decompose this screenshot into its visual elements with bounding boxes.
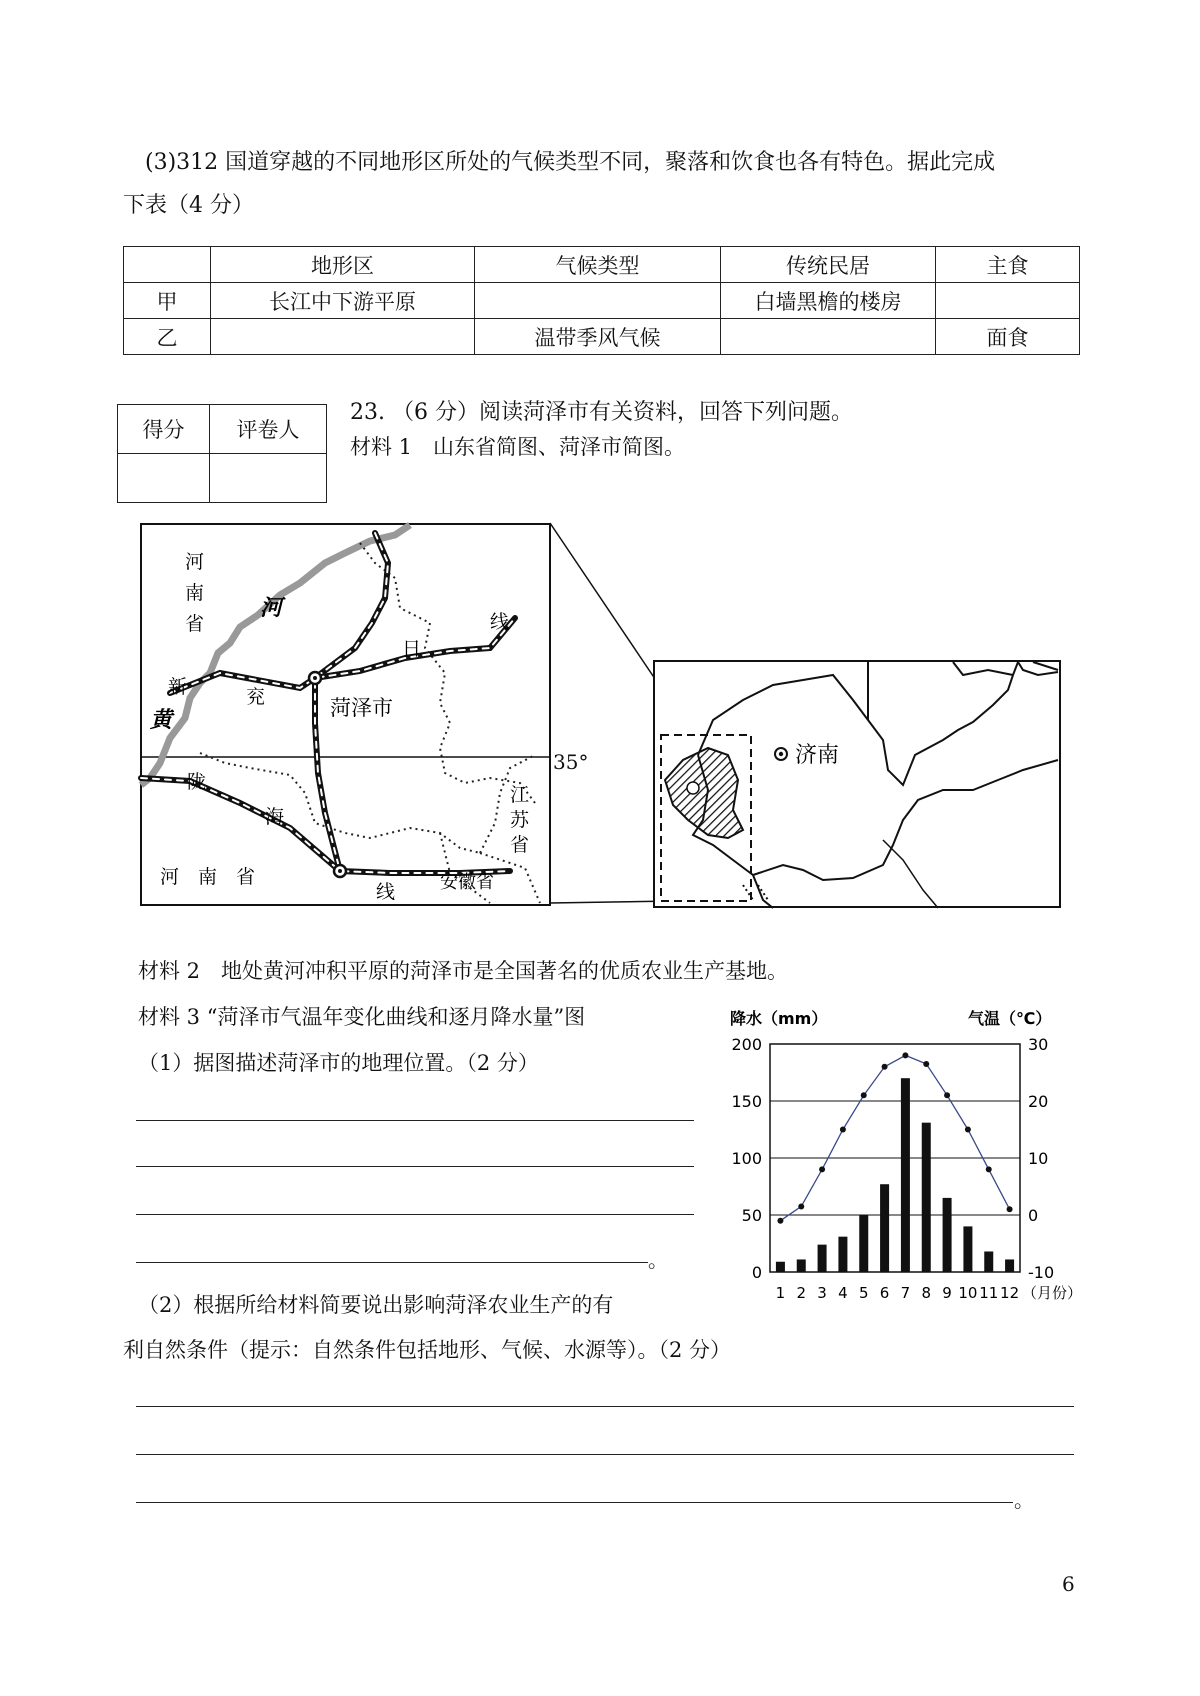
page-number: 6: [1062, 1572, 1075, 1596]
temperature-point: [1007, 1206, 1013, 1212]
answer-line[interactable]: [136, 1406, 1074, 1407]
label-river-huang: 黄: [150, 707, 173, 733]
q3-line2: 下表（4 分）: [123, 193, 254, 218]
precip-bar: [922, 1123, 931, 1272]
table-header: [124, 247, 211, 283]
table-header: 主食: [936, 247, 1080, 283]
y-tick-left: 50: [741, 1206, 762, 1225]
x-tick-label: 4: [838, 1284, 848, 1302]
latitude-label: 35°: [553, 750, 589, 774]
table-cell: 温带季风气候: [475, 319, 721, 355]
y-tick-right: 10: [1028, 1149, 1049, 1168]
label-jiangsu: 江苏省: [510, 784, 530, 856]
y-axis-left-label: 降水（mm）: [730, 1009, 828, 1028]
temperature-point: [777, 1218, 783, 1224]
grader-input[interactable]: [210, 454, 327, 503]
label-xian2: 线: [376, 881, 396, 903]
precip-bar: [963, 1226, 972, 1272]
table-row: [124, 283, 1080, 319]
label-hai: 海: [265, 806, 285, 828]
heze-map: [140, 523, 551, 906]
y-tick-left: 200: [731, 1035, 762, 1054]
precip-bar: [943, 1198, 952, 1272]
temperature-point: [944, 1092, 950, 1098]
answer-line[interactable]: [136, 1166, 694, 1167]
label-ri: 日: [402, 638, 422, 660]
table-cell[interactable]: [475, 283, 721, 319]
climate-table: [123, 246, 1080, 355]
sub-question-2-line2: 利自然条件（提示：自然条件包括地形、气候、水源等）。（2 分）: [123, 1338, 732, 1362]
y-tick-right: 30: [1028, 1035, 1049, 1054]
table-row: [124, 319, 1080, 355]
q23-intro: 23. （6 分）阅读菏泽市有关资料，回答下列问题。: [350, 400, 853, 425]
answer-line[interactable]: [136, 1502, 1013, 1503]
period: 。: [1014, 1488, 1034, 1512]
y-tick-left: 0: [751, 1263, 762, 1282]
table-cell: 白墙黑檐的楼房: [721, 283, 936, 319]
x-tick-label: 7: [900, 1284, 911, 1302]
table-cell[interactable]: [721, 319, 936, 355]
x-tick-label: 9: [942, 1284, 952, 1302]
y-axis-right-label: 气温（℃）: [968, 1009, 1052, 1028]
sub-question-1: （1）据图描述菏泽市的地理位置。（2 分）: [138, 1051, 539, 1075]
answer-line[interactable]: [136, 1454, 1074, 1455]
grader-label: 评卷人: [210, 405, 327, 454]
answer-line[interactable]: [136, 1214, 694, 1215]
material2: 材料 2 地处黄河冲积平原的菏泽市是全国著名的优质农业生产基地。: [138, 959, 789, 983]
y-tick-left: 150: [731, 1092, 762, 1111]
table-cell: 甲: [124, 283, 211, 319]
score-box: [117, 404, 327, 503]
label-xian: 线: [490, 611, 510, 633]
x-tick-label: 8: [921, 1284, 932, 1302]
temperature-point: [861, 1092, 867, 1098]
shandong-map: [653, 660, 1061, 908]
x-tick-label: 2: [796, 1284, 807, 1302]
table-cell[interactable]: [936, 283, 1080, 319]
q3-line1: (3)312 国道穿越的不同地形区所处的气候类型不同，聚落和饮食也各有特色。据此完成: [145, 150, 996, 175]
label-xin: 新: [168, 676, 188, 698]
table-cell: 面食: [936, 319, 1080, 355]
precip-bar: [838, 1237, 847, 1272]
temperature-point: [965, 1127, 971, 1133]
precip-bar: [984, 1251, 993, 1272]
table-header-row: [124, 247, 1080, 283]
temperature-point: [819, 1166, 825, 1172]
temperature-point: [798, 1203, 804, 1209]
precip-bar: [859, 1215, 868, 1272]
x-tick-label: 11: [979, 1284, 999, 1302]
x-tick-label: 6: [879, 1284, 890, 1302]
temperature-point: [986, 1166, 992, 1172]
precip-bar: [901, 1078, 910, 1272]
temperature-point: [923, 1061, 929, 1067]
precip-bar: [797, 1259, 806, 1272]
material3: 材料 3 “菏泽市气温年变化曲线和逐月降水量”图: [138, 1005, 586, 1029]
climate-chart: [712, 1004, 1083, 1310]
table-header: 传统民居: [721, 247, 936, 283]
score-input[interactable]: [118, 454, 210, 503]
x-tick-label: 5: [858, 1284, 869, 1302]
x-axis-label: （月份）: [1022, 1284, 1083, 1302]
x-tick-label: 3: [817, 1284, 827, 1302]
x-tick-label: 12: [1000, 1284, 1020, 1302]
table-cell[interactable]: [211, 319, 475, 355]
table-cell: 乙: [124, 319, 211, 355]
label-jinan: 济南: [795, 743, 840, 768]
precip-bar: [880, 1184, 889, 1272]
table-cell: 长江中下游平原: [211, 283, 475, 319]
x-tick-label: 10: [958, 1284, 978, 1302]
label-yan: 兖: [246, 686, 266, 708]
label-long: 陇: [187, 771, 207, 793]
answer-line[interactable]: [136, 1120, 694, 1121]
precip-bar: [1005, 1259, 1014, 1272]
material1: 材料 1 山东省简图、菏泽市简图。: [350, 435, 686, 459]
sub-question-2-line1: （2）根据所给材料简要说出影响菏泽农业生产的有: [138, 1293, 614, 1317]
table-header: 气候类型: [475, 247, 721, 283]
temperature-point: [902, 1052, 908, 1058]
label-anhui: 安徽省: [440, 872, 494, 893]
precip-bar: [776, 1262, 785, 1272]
label-henan-top: 河南省: [185, 551, 205, 635]
table-header: 地形区: [211, 247, 475, 283]
y-tick-right: 20: [1028, 1092, 1049, 1111]
y-tick-right: 0: [1028, 1206, 1039, 1225]
answer-line[interactable]: [136, 1262, 648, 1263]
y-tick-right: -10: [1028, 1263, 1055, 1282]
label-henan-bottom: 河 南 省: [160, 866, 256, 888]
period: 。: [648, 1248, 668, 1272]
precip-bar: [818, 1245, 827, 1272]
x-tick-label: 1: [775, 1284, 786, 1302]
label-river-he: 河: [260, 595, 283, 621]
y-tick-left: 100: [731, 1149, 762, 1168]
temperature-point: [882, 1064, 888, 1070]
temperature-point: [840, 1127, 846, 1133]
label-heze-city: 菏泽市: [330, 696, 393, 720]
score-label: 得分: [118, 405, 210, 454]
